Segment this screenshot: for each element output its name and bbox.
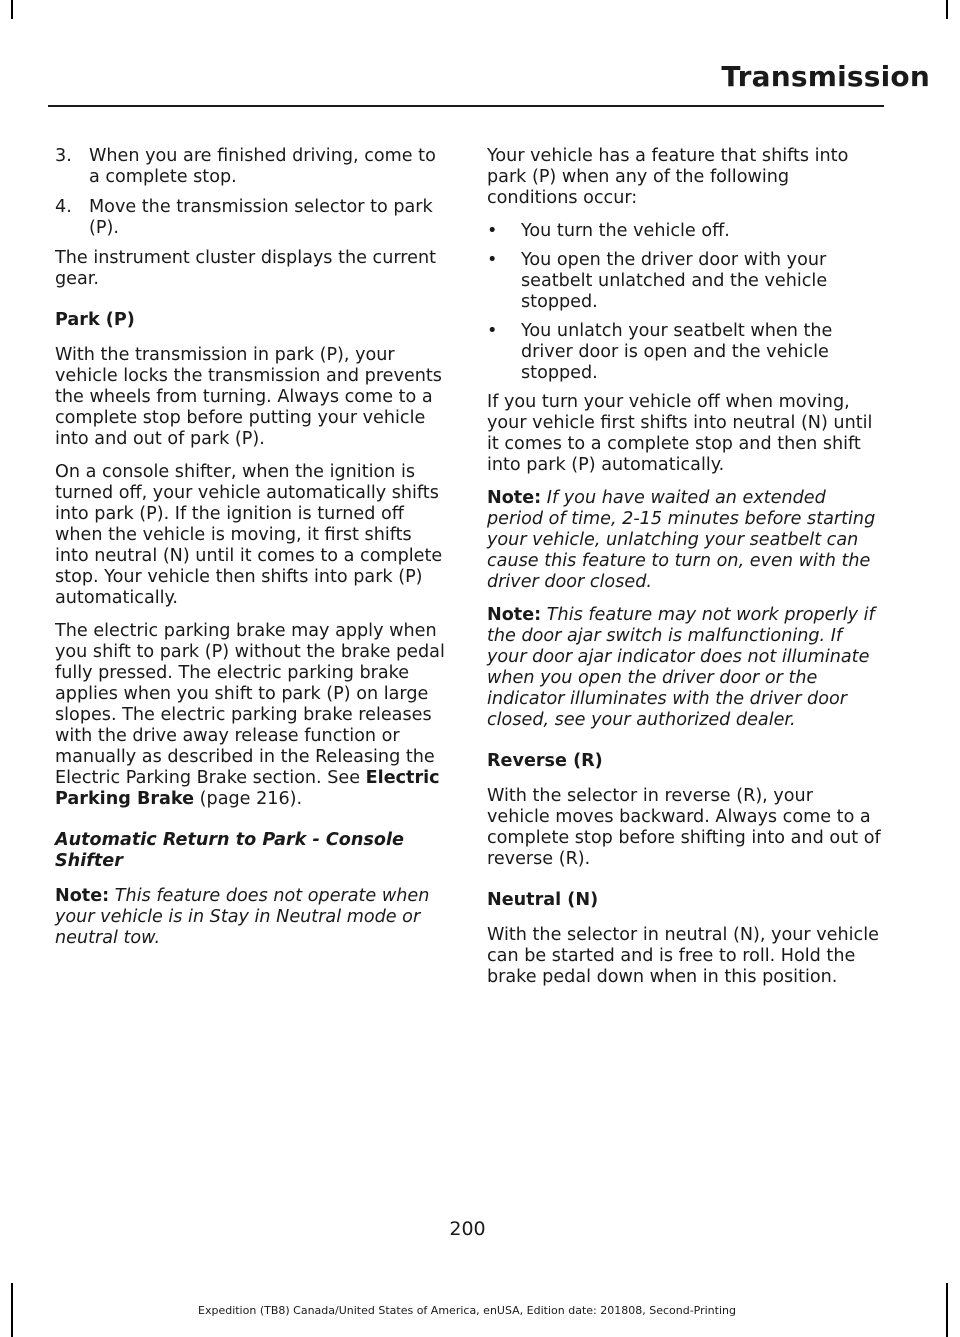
title-divider xyxy=(48,105,884,107)
note-2 xyxy=(487,488,881,593)
bullet-icon: • xyxy=(487,221,498,241)
page-number: 200 xyxy=(449,1218,486,1240)
cluster-paragraph: The instrument cluster displays the current gear. xyxy=(55,248,436,289)
note-label: Note: xyxy=(55,886,110,906)
reverse-heading: Reverse (R) xyxy=(487,751,603,771)
note-label: Note: xyxy=(487,605,542,625)
note-3 xyxy=(487,605,881,731)
neutral-paragraph: With the selector in neutral (N), your vehicle can be started and is free to roll. Hold the brake pedal down when in this position. xyxy=(487,925,879,987)
bullet-icon: • xyxy=(487,250,498,270)
crop-mark-bottom-right xyxy=(946,1283,948,1337)
list-item-text: You open the driver door with your seatbelt unlatched and the vehicle stopped. xyxy=(521,250,828,312)
auto-return-heading: Automatic Return to Park - Console Shifter xyxy=(55,830,404,871)
note-text: This feature does not operate when your vehicle is in Stay in Neutral mode or neutral tow. xyxy=(55,886,430,948)
step-3 xyxy=(55,146,447,188)
moving-paragraph: If you turn your vehicle off when moving, your vehicle first shifts into neutral (N) until it comes to a complete stop and then shift into park (P) automatically. xyxy=(487,392,873,475)
electric-parking-brake-link[interactable]: Electric Parking Brake xyxy=(55,768,440,809)
crop-mark-top-left xyxy=(11,0,13,19)
park-paragraph-1: With the transmission in park (P), your vehicle locks the transmission and prevents the wheels from turning. Always come to a complete stop before putting your vehicle into and out of park (P). xyxy=(55,345,442,449)
step-number: 4. xyxy=(55,197,72,217)
footer-text: Expedition (TB8) Canada/United States of America, enUSA, Edition date: 201808, Second-Printing xyxy=(198,1304,736,1317)
left-column xyxy=(55,146,447,961)
park-paragraph-3-text: The electric parking brake may apply when you shift to park (P) without the brake pedal fully pressed. The electric parking brake applies when you shift to park (P) on large slopes. The electric parking brake releases with the drive away release function or manually as described in the Releasing the Electric Parking Brake section. See xyxy=(55,621,445,788)
park-heading: Park (P) xyxy=(55,310,135,330)
note-text: This feature may not work properly if the door ajar switch is malfunctioning. If your door ajar indicator does not illuminate when you open the driver door or the indicator illuminates with the driver door closed, see your authorized dealer. xyxy=(487,605,875,730)
note-label: Note: xyxy=(487,488,542,508)
park-paragraph-2: On a console shifter, when the ignition is turned off, your vehicle automatically shifts into park (P). If the ignition is turned off when the vehicle is moving, it first shifts into neutral (N) until it comes to a complete stop. Your vehicle then shifts into park (P) automatically. xyxy=(55,462,443,608)
page-reference: (page 216). xyxy=(194,789,303,809)
list-item-text: You turn the vehicle off. xyxy=(521,221,730,241)
list-item xyxy=(487,321,881,384)
list-item xyxy=(487,250,881,313)
intro-paragraph: Your vehicle has a feature that shifts into park (P) when any of the following conditions occur: xyxy=(487,146,849,208)
step-number: 3. xyxy=(55,146,72,166)
note-text: If you have waited an extended period of time, 2-15 minutes before starting your vehicle, unlatching your seatbelt can cause this feature to turn on, even with the driver door closed. xyxy=(487,488,876,592)
neutral-heading: Neutral (N) xyxy=(487,890,599,910)
park-paragraph-3 xyxy=(55,621,447,810)
step-text: When you are finished driving, come to a complete stop. xyxy=(89,146,436,187)
step-text: Move the transmission selector to park (P). xyxy=(89,197,433,238)
right-column xyxy=(487,146,881,1000)
crop-mark-top-right xyxy=(946,0,948,19)
step-4 xyxy=(55,197,447,239)
list-item xyxy=(487,221,881,242)
page-title: Transmission xyxy=(721,60,930,93)
bullet-icon: • xyxy=(487,321,498,341)
list-item-text: You unlatch your seatbelt when the driver door is open and the vehicle stopped. xyxy=(521,321,833,383)
reverse-paragraph: With the selector in reverse (R), your vehicle moves backward. Always come to a complete stop before shifting into and out of reverse (R). xyxy=(487,786,881,869)
note-1 xyxy=(55,886,447,949)
